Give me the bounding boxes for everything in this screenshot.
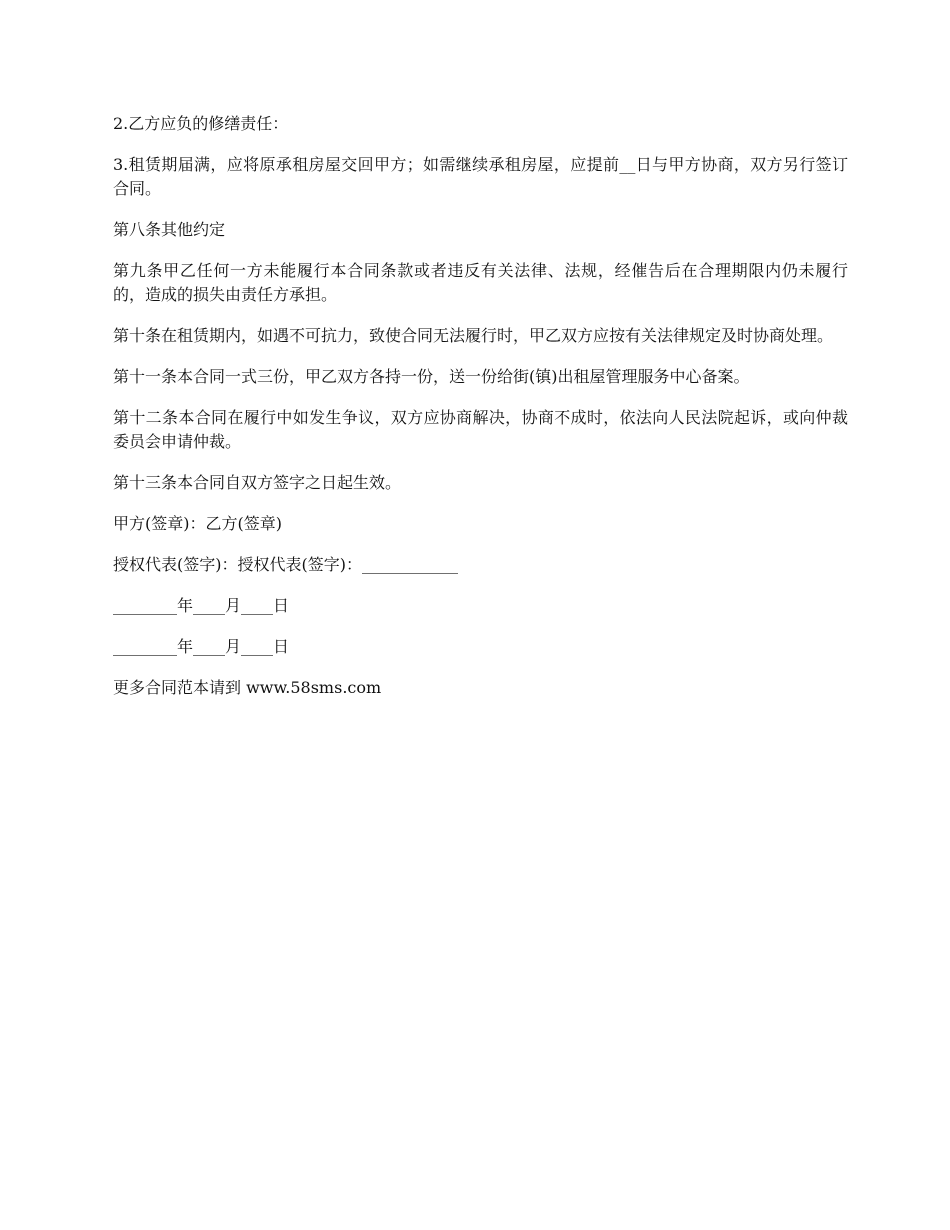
signing-date-party-b: ________年____月____日 <box>113 637 290 656</box>
article-13: 第十三条本合同自双方签字之日起生效。 <box>113 473 402 492</box>
article-11: 第十一条本合同一式三份，甲乙双方各持一份，送一份给街(镇)出租屋管理服务中心备案。 <box>113 367 750 386</box>
article-12: 第十二条本合同在履行中如发生争议，双方应协商解决，协商不成时，依法向人民法院起诉，或向仲裁委员会申请仲裁。 <box>113 408 848 451</box>
document-page <box>113 112 848 717</box>
signature-parties: 甲方(签章)：乙方(签章) <box>113 514 282 533</box>
clause-lease-expiry: 3.租赁期届满，应将原承租房屋交回甲方；如需继续承租房屋，应提前__日与甲方协商，双方另行签订合同。 <box>113 155 848 198</box>
article-9: 第九条甲乙任何一方未能履行本合同条款或者违反有关法律、法规，经催告后在合理期限内仍未履行的，造成的损失由责任方承担。 <box>113 261 848 304</box>
article-10: 第十条在租赁期内，如遇不可抗力，致使合同无法履行时，甲乙双方应按有关法律规定及时协商处理。 <box>113 326 834 345</box>
signing-date-party-a: ________年____月____日 <box>113 596 290 615</box>
authorized-representatives: 授权代表(签字)：授权代表(签字)：____________ <box>113 555 458 574</box>
article-8-heading: 第八条其他约定 <box>113 220 226 239</box>
footer-more-templates: 更多合同范本请到 www.58sms.com <box>113 678 382 697</box>
clause-repair-duty: 2.乙方应负的修缮责任： <box>113 114 289 133</box>
